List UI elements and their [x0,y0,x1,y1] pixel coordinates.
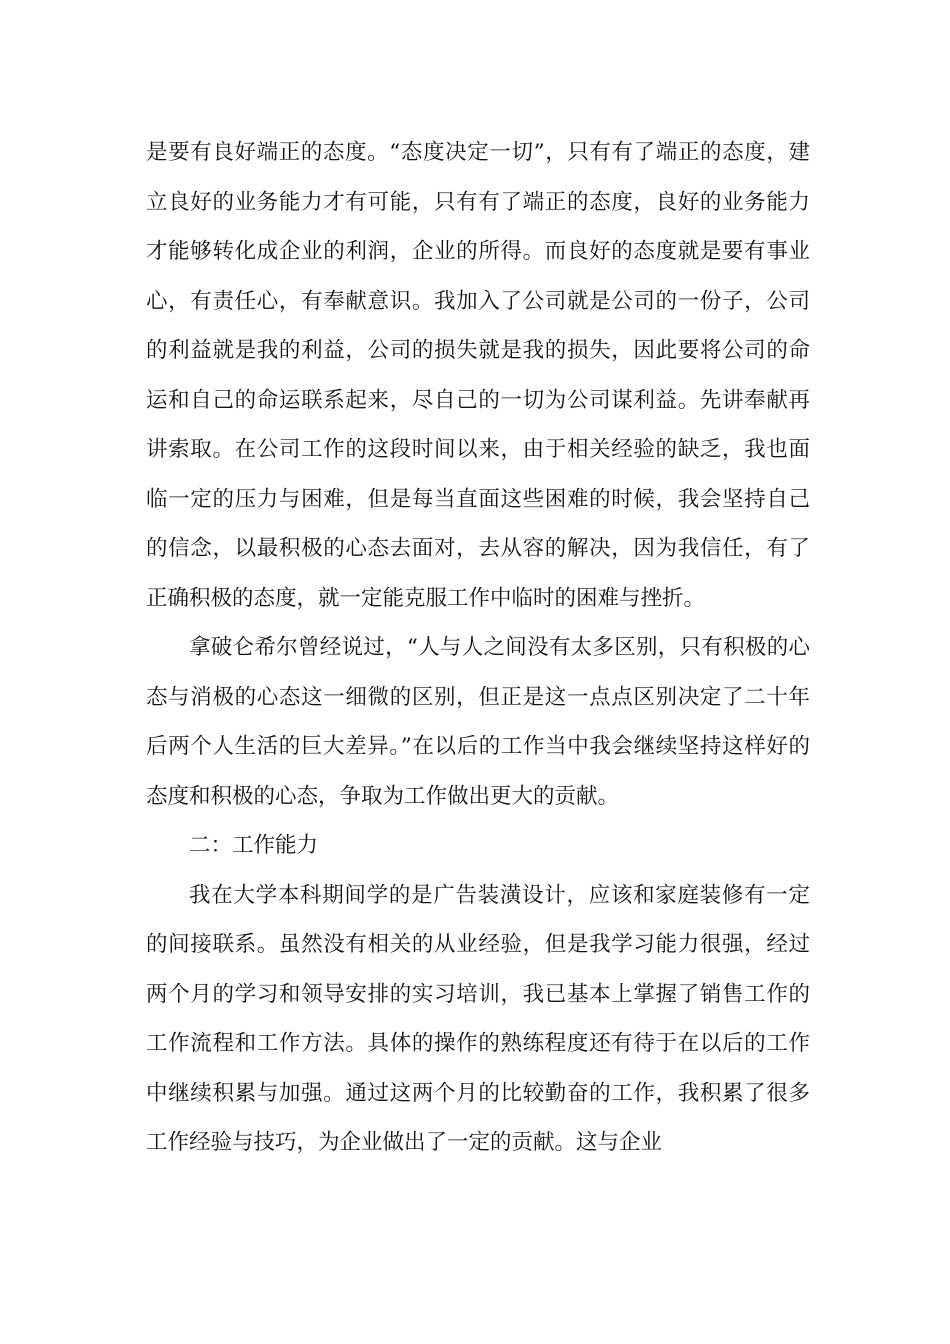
paragraph-attitude-continued: 是要有良好端正的态度。“态度决定一切”，只有有了端正的态度，建立良好的业务能力才有可能，只有有了端正的态度，良好的业务能力才能够转化成企业的利润，企业的所得。而良好的态度就是要有事业心，有责任心，有奉献意识。我加入了公司就是公司的一份子，公司的利益就是我的利益，公司的损失就是我的损失，因此要将公司的命运和自己的命运联系起来，尽自己的一切为公司谋利益。先讲奉献再讲索取。在公司工作的这段时间以来，由于相关经验的缺乏，我也面临一定的压力与困难，但是每当直面这些困难的时候，我会坚持自己的信念，以最积极的心态去面对，去从容的解决，因为我信任，有了正确积极的态度，就一定能克服工作中临时的困难与挫折。 [146,140,810,611]
document-body [146,128,810,1168]
paragraph-napoleon-hill-quote: 拿破仑希尔曾经说过，“人与人之间没有太多区别，只有积极的心态与消极的心态这一细微的区别，但正是这一点点区别决定了二十年后两个人生活的巨大差异。”在以后的工作当中我会继续坚持这样好的态度和积极的心态，争取为工作做出更大的贡献。 [146,635,810,809]
paragraph-work-ability: 我在大学本科期间学的是广告装潢设计，应该和家庭装修有一定的间接联系。虽然没有相关的从业经验，但是我学习能力很强，经过两个月的学习和领导安排的实习培训，我已基本上掌握了销售工作的工作流程和工作方法。具体的操作的熟练程度还有待于在以后的工作中继续积累与加强。通过这两个月的比较勤奋的工作，我积累了很多工作经验与技巧，为企业做出了一定的贡献。这与企业 [146,882,810,1155]
section-heading-work-ability: 二：工作能力 [189,833,319,858]
